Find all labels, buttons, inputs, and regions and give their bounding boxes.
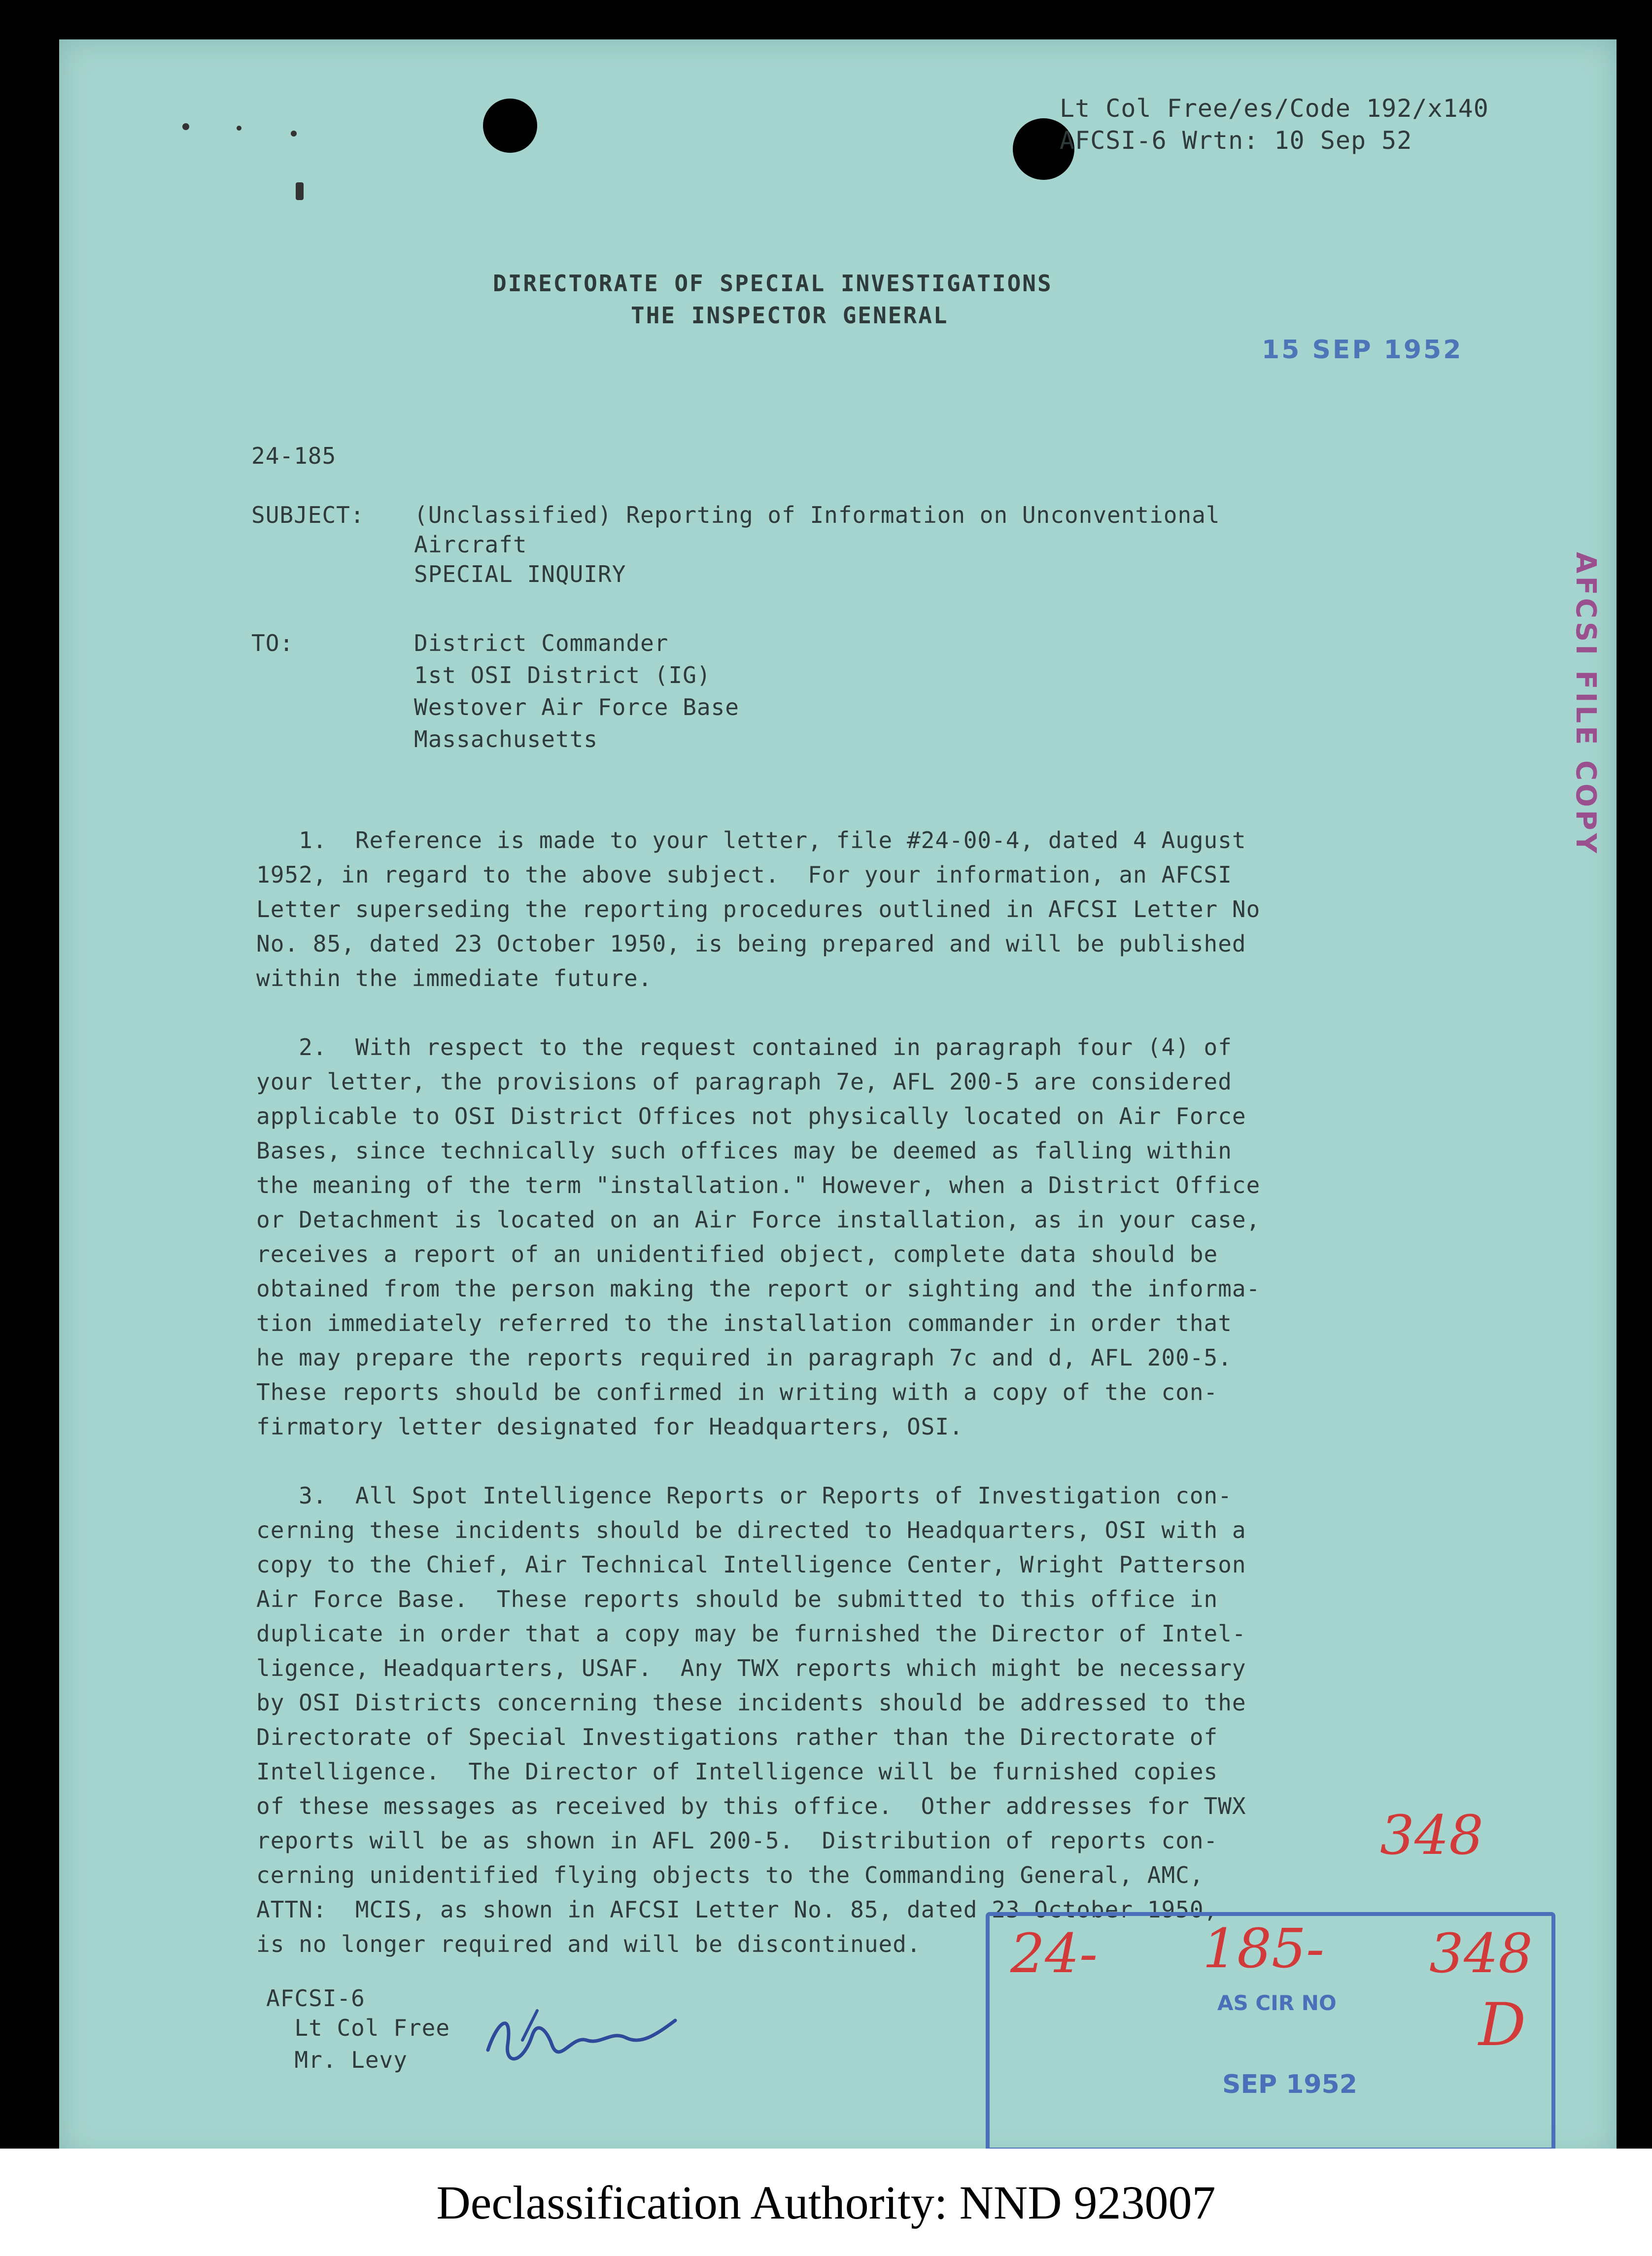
to-line: Massachusetts: [414, 726, 598, 752]
paragraph-1-line: within the immediate future.: [256, 965, 653, 991]
paragraph-1-line: No. 85, dated 23 October 1950, is being prepared and will be published: [256, 930, 1246, 957]
paragraph-3-line: cerning these incidents should be directed to Headquarters, OSI with a: [256, 1517, 1246, 1543]
paragraph-3-line: 3. All Spot Intelligence Reports or Reports of Investigation con-: [256, 1482, 1232, 1509]
paragraph-3-line: of these messages as received by this office. Other addresses for TWX: [256, 1793, 1246, 1819]
speck: [182, 123, 189, 130]
to-label: TO:: [251, 630, 294, 656]
coordination-line: Mr. Levy: [266, 2047, 408, 2073]
paragraph-3-line: reports will be as shown in AFL 200-5. Distribution of reports con-: [256, 1827, 1218, 1854]
subject-line: Aircraft: [414, 531, 527, 558]
paragraph-3-line: Air Force Base. These reports should be submitted to this office in: [256, 1586, 1218, 1612]
paragraph-3-line: by OSI Districts concerning these incidents should be addressed to the: [256, 1689, 1246, 1716]
paragraph-3-line: ATTN: MCIS, as shown in AFCSI Letter No. 85, dated 23 October 1950,: [256, 1896, 1218, 1923]
paragraph-3-line: Intelligence. The Director of Intelligence will be furnished copies: [256, 1758, 1218, 1785]
received-date-stamp: 15 SEP 1952: [1262, 335, 1463, 365]
handwritten-letter: D: [1479, 1991, 1526, 2059]
coordination-line: AFCSI-6: [266, 1985, 365, 2012]
title-line-2: THE INSPECTOR GENERAL: [631, 302, 949, 329]
punch-hole-left: [483, 99, 537, 153]
to-line: Westover Air Force Base: [414, 694, 739, 720]
paragraph-1-line: 1. Reference is made to your letter, file #24-00-4, dated 4 August: [256, 827, 1246, 854]
document-page: [59, 39, 1617, 2158]
paragraph-2-line: Bases, since technically such offices may be deemed as falling within: [256, 1137, 1232, 1164]
to-line: District Commander: [414, 630, 669, 656]
declassification-text: Declassification Authority: NND 923007: [436, 2176, 1216, 2229]
speck: [237, 126, 241, 131]
paragraph-2-line: 2. With respect to the request contained in paragraph four (4) of: [256, 1034, 1232, 1060]
stamp-date-text: SEP 1952: [1222, 2070, 1357, 2099]
stamp-routing-text: AS CIR NO: [1217, 1991, 1337, 2015]
paragraph-3-line: Directorate of Special Investigations rather than the Directorate of: [256, 1724, 1218, 1750]
speck: [291, 131, 297, 137]
handwritten-file-part: 24-: [1010, 1922, 1098, 1985]
paragraph-2-line: he may prepare the reports required in paragraph 7c and d, AFL 200-5.: [256, 1344, 1232, 1371]
subject-line: (Unclassified) Reporting of Information on Unconventional: [414, 502, 1220, 528]
paragraph-2-line: firmatory letter designated for Headquarters, OSI.: [256, 1413, 964, 1440]
paragraph-3-line: copy to the Chief, Air Technical Intelligence Center, Wright Patterson: [256, 1551, 1246, 1578]
subject-label: SUBJECT:: [251, 502, 365, 528]
paragraph-2-line: or Detachment is located on an Air Force installation, as in your case,: [256, 1206, 1261, 1233]
paragraph-2-line: tion immediately referred to the installation commander in order that: [256, 1310, 1232, 1336]
to-line: 1st OSI District (IG): [414, 662, 711, 688]
subject-line: SPECIAL INQUIRY: [414, 561, 626, 587]
paragraph-1-line: Letter superseding the reporting procedures outlined in AFCSI Letter No: [256, 896, 1261, 923]
handwritten-signature: [478, 1991, 685, 2089]
paragraph-1-line: 1952, in regard to the above subject. For your information, an AFCSI: [256, 861, 1232, 888]
paragraph-3-line: is no longer required and will be discontinued.: [256, 1931, 921, 1957]
handwritten-file-part: 348: [1429, 1922, 1533, 1985]
file-copy-stamp: AFCSI FILE COPY: [1570, 552, 1602, 856]
paragraph-2-line: obtained from the person making the report or sighting and the informa-: [256, 1275, 1261, 1302]
handwritten-number: 348: [1380, 1804, 1483, 1867]
declassification-footer: [0, 2149, 1652, 2256]
header-line-2: AFCSI-6 Wrtn: 10 Sep 52: [1060, 126, 1412, 155]
paragraph-2-line: your letter, the provisions of paragraph 7e, AFL 200-5 are considered: [256, 1068, 1232, 1095]
coordination-line: Lt Col Free: [266, 2015, 450, 2041]
handwritten-file-part: 185-: [1203, 1917, 1325, 1980]
speck: [296, 182, 304, 200]
file-number: 24-185: [251, 443, 337, 469]
paragraph-2-line: applicable to OSI District Offices not physically located on Air Force: [256, 1103, 1246, 1129]
paragraph-2-line: receives a report of an unidentified object, complete data should be: [256, 1241, 1218, 1267]
paragraph-2-line: the meaning of the term "installation." However, when a District Office: [256, 1172, 1261, 1198]
paragraph-3-line: duplicate in order that a copy may be furnished the Director of Intel-: [256, 1620, 1246, 1647]
paragraph-3-line: cerning unidentified flying objects to the Commanding General, AMC,: [256, 1862, 1204, 1888]
header-line-1: Lt Col Free/es/Code 192/x140: [1060, 94, 1489, 123]
paragraph-2-line: These reports should be confirmed in writing with a copy of the con-: [256, 1379, 1218, 1405]
title-line-1: DIRECTORATE OF SPECIAL INVESTIGATIONS: [493, 270, 1053, 297]
paragraph-3-line: ligence, Headquarters, USAF. Any TWX reports which might be necessary: [256, 1655, 1246, 1681]
